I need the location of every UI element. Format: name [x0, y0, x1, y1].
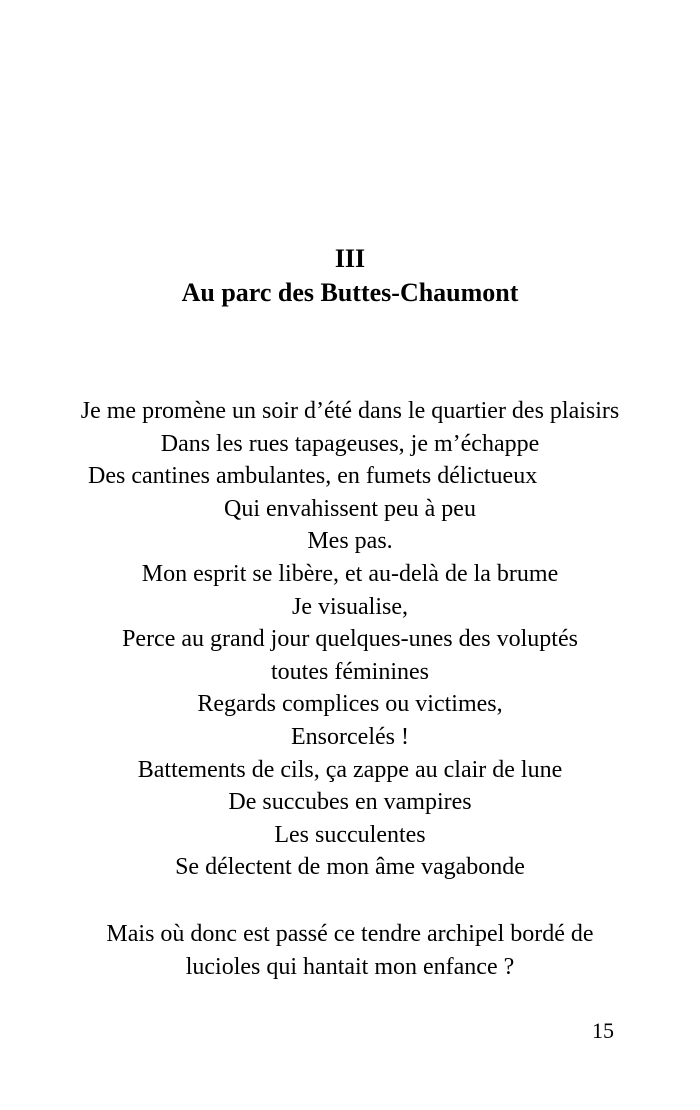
- poem-line: Je visualise,: [292, 593, 408, 620]
- poem-line: Perce au grand jour quelques-unes des voluptés: [122, 626, 578, 653]
- chapter-number: III: [334, 244, 366, 273]
- poem-line: Se délectent de mon âme vagabonde: [175, 854, 525, 881]
- poem-line: Battements de cils, ça zappe au clair de lune: [137, 756, 563, 783]
- poem-line: Mes pas.: [307, 528, 393, 555]
- poem-line: De succubes en vampires: [228, 789, 472, 816]
- poem-line: Des cantines ambulantes, en fumets délictueux: [88, 463, 538, 490]
- poem-line: Qui envahissent peu à peu: [224, 495, 476, 522]
- poem-line: Regards complices ou victimes,: [197, 691, 503, 718]
- coda-line: lucioles qui hantait mon enfance ?: [185, 953, 515, 980]
- poem-line: Ensorcelés !: [291, 723, 409, 750]
- poem-line: Dans les rues tapageuses, je m’échappe: [160, 430, 540, 457]
- chapter-title: Au parc des Buttes-Chaumont: [181, 278, 519, 307]
- poem-line: Les succulentes: [274, 821, 426, 848]
- poem-stanza: [0, 395, 700, 884]
- poem-line: Je me promène un soir d’été dans le quartier des plaisirs: [80, 398, 620, 424]
- coda-line: Mais où donc est passé ce tendre archipel bordé de: [106, 921, 594, 947]
- page-number: 15: [592, 1018, 614, 1043]
- poem-coda: [0, 918, 700, 983]
- poem-line: toutes féminines: [271, 658, 429, 685]
- poem-line: Mon esprit se libère, et au-delà de la brume: [141, 560, 559, 587]
